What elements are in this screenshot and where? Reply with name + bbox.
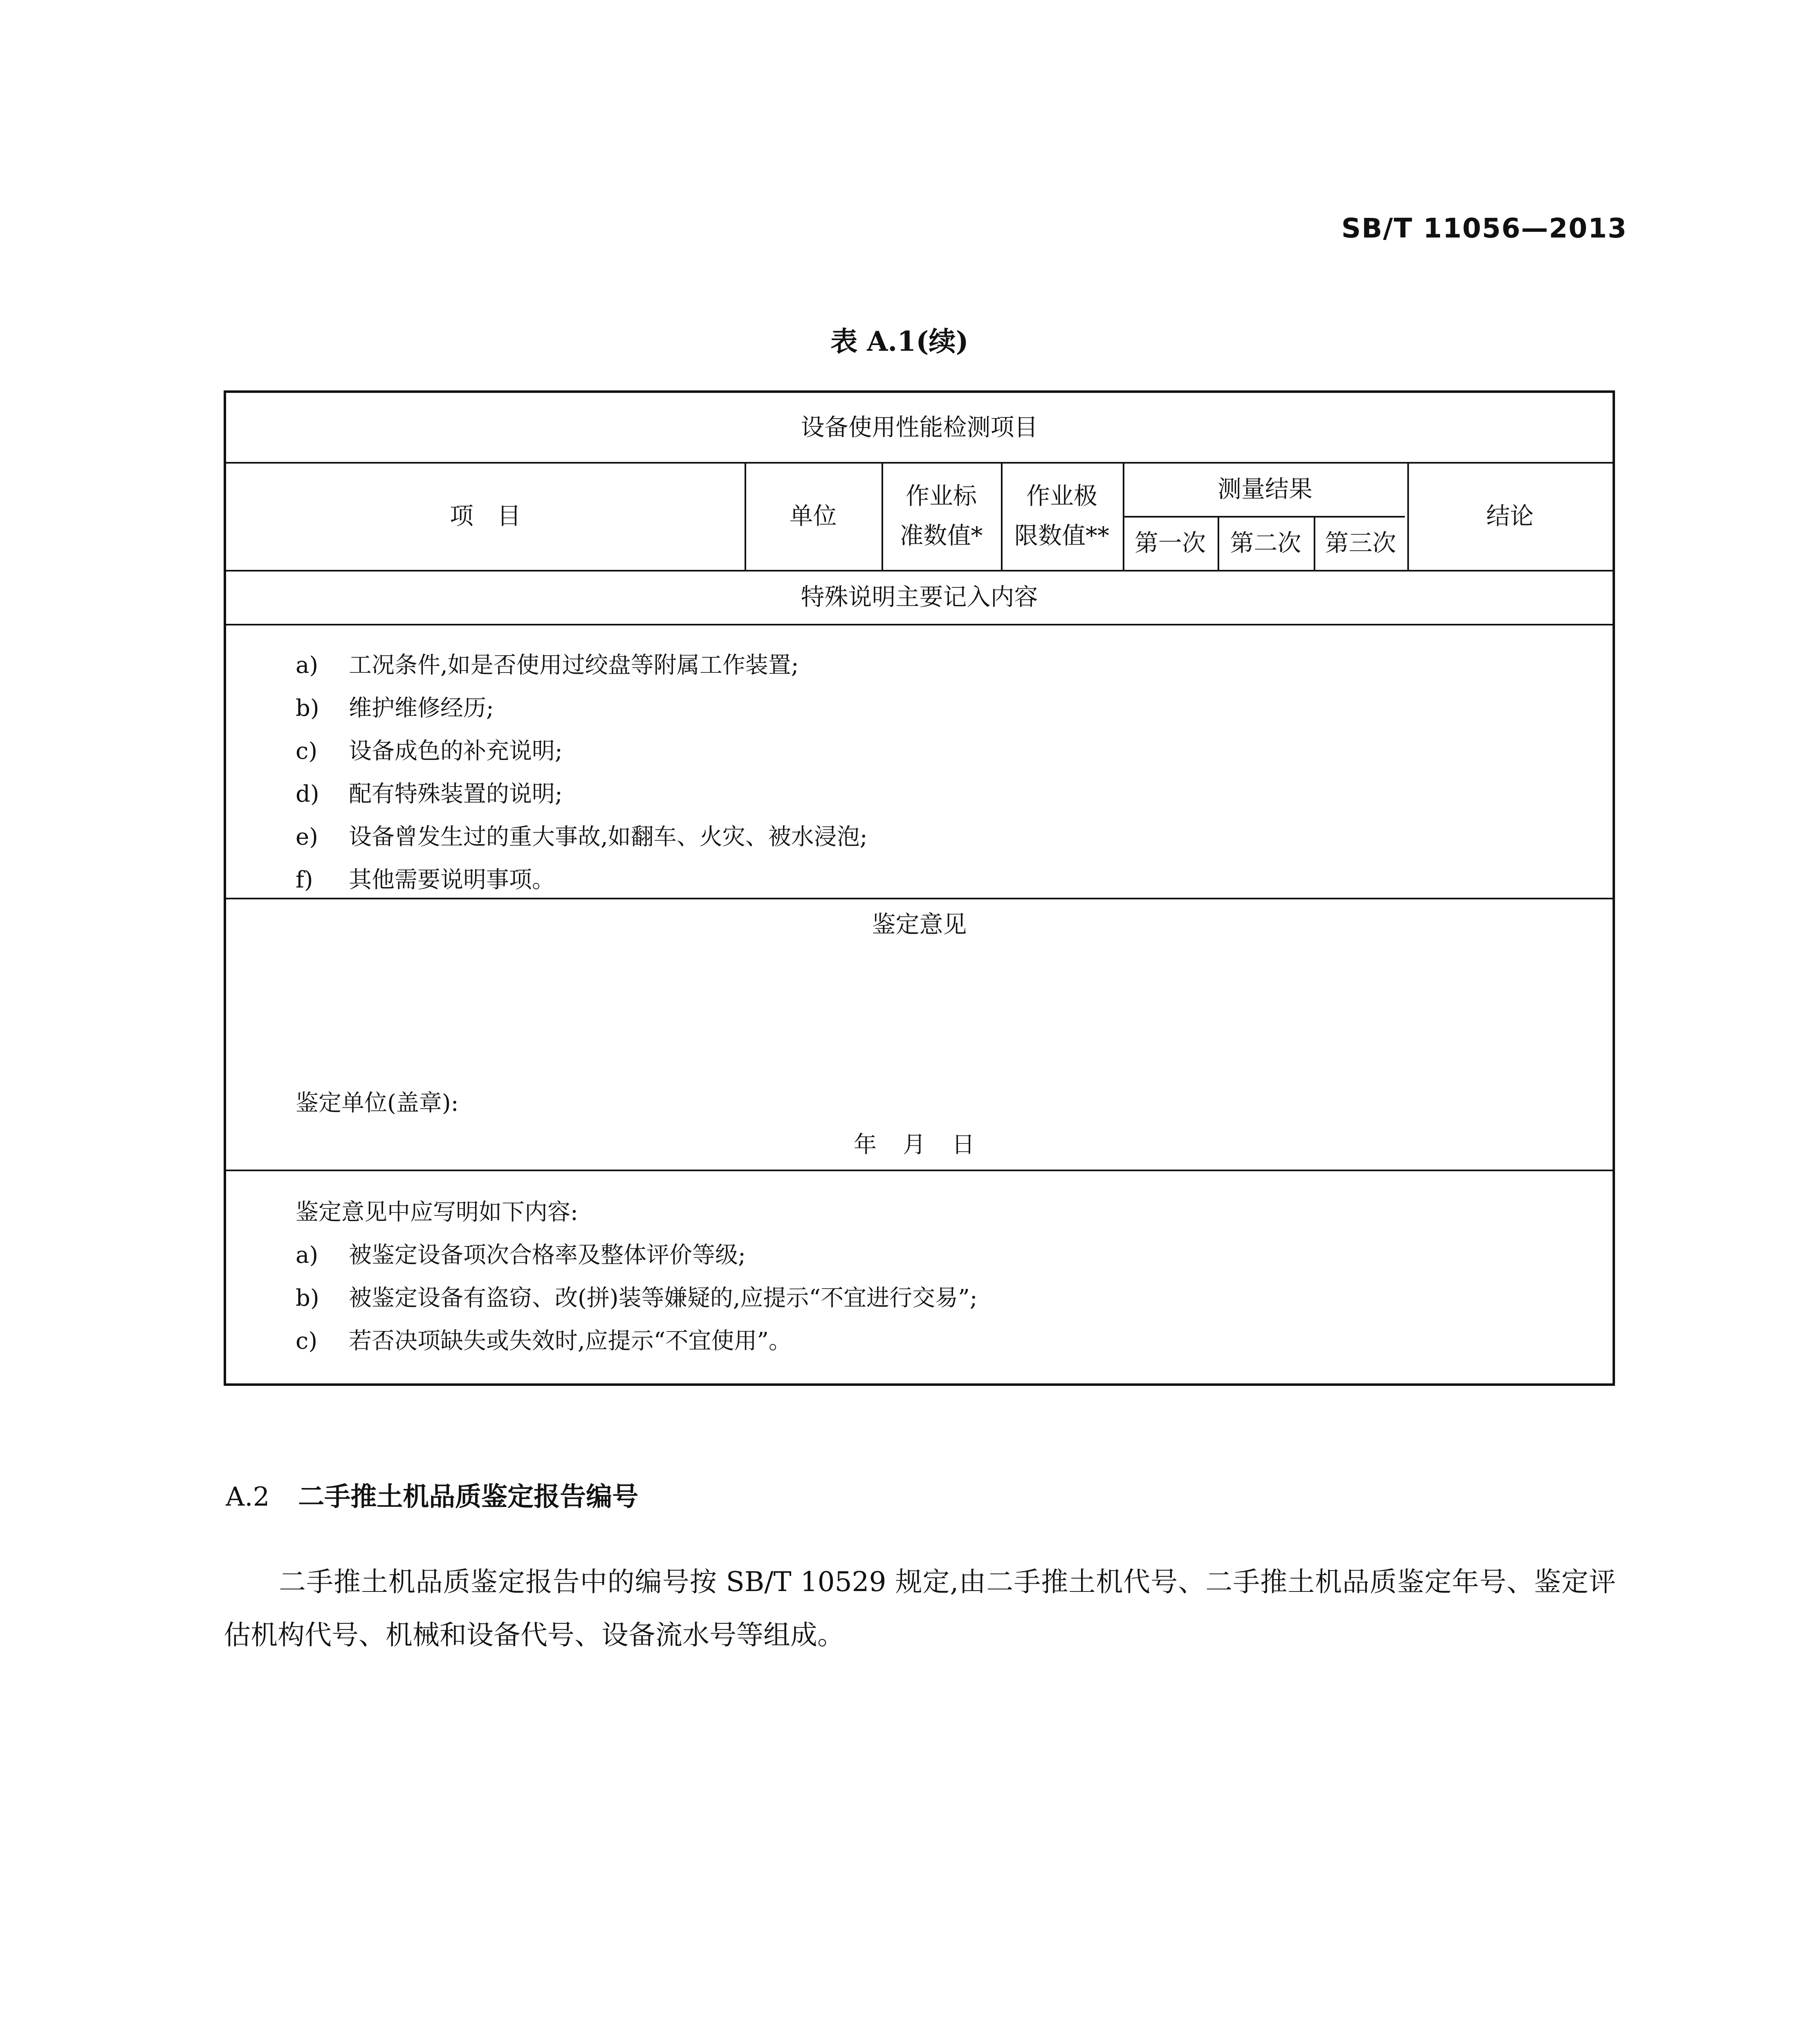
col-limit-value: [1001, 462, 1123, 570]
table-rule: [226, 1170, 1613, 1171]
special-notes-title: 特殊说明主要记入内容: [801, 583, 1038, 611]
section-number: A.2: [226, 1482, 270, 1512]
special-item: [296, 819, 868, 852]
special-item-label: f): [296, 867, 313, 893]
special-item-text: 维护维修经历;: [349, 695, 494, 722]
opinion-title: 鉴定意见: [872, 910, 967, 938]
table-rule: [226, 624, 1613, 625]
special-item: [296, 647, 799, 680]
col-measure-first: 第一次: [1134, 529, 1206, 557]
notes-item-label: b): [296, 1285, 319, 1311]
special-item-label: b): [296, 695, 319, 722]
col-limit-line1: 作业极: [1026, 482, 1097, 510]
special-item-label: e): [296, 824, 318, 850]
special-item-label: a): [296, 652, 319, 679]
date-label: 年 月 日: [854, 1132, 976, 1158]
special-item: [296, 690, 494, 723]
special-item-text: 工况条件,如是否使用过绞盘等附属工作装置;: [349, 652, 799, 679]
col-standard-value: [882, 462, 1001, 570]
col-measure-third: 第三次: [1325, 529, 1396, 557]
special-item-label: c): [296, 738, 318, 764]
notes-item: [296, 1280, 978, 1313]
appraisal-table: [224, 390, 1615, 1386]
special-item-text: 设备曾发生过的重大事故,如翻车、火灾、被水浸泡;: [349, 824, 868, 850]
notes-item-text: 若否决项缺失或失效时,应提示“不宜使用”。: [349, 1328, 792, 1354]
notes-item-text: 被鉴定设备有盗窃、改(拼)装等嫌疑的,应提示“不宜进行交易”;: [349, 1285, 978, 1311]
special-item: [296, 733, 563, 766]
col-standard-line1: 作业标: [905, 482, 977, 510]
col-item: 项 目: [449, 502, 521, 530]
section-paragraph: 二手推土机品质鉴定报告中的编号按 SB/T 10529 规定,由二手推土机代号、二手推土机品质鉴定年号、鉴定评估机构代号、机械和设备代号、设备流水号等组成。: [224, 1566, 1616, 1651]
notes-item-label: c): [296, 1328, 318, 1354]
special-item-label: d): [296, 781, 319, 807]
notes-item-text: 被鉴定设备项次合格率及整体评价等级;: [349, 1242, 746, 1269]
table-caption: 表 A.1(续): [830, 325, 969, 357]
col-measurement: 测量结果: [1217, 475, 1312, 503]
col-limit-line2: 限数值**: [1014, 522, 1109, 549]
col-unit: 单位: [789, 502, 837, 530]
special-item-text: 配有特殊装置的说明;: [349, 781, 563, 807]
section-heading: [226, 1476, 638, 1513]
col-measure-second: 第二次: [1230, 529, 1301, 557]
col-standard-line2: 准数值*: [900, 522, 983, 549]
special-item: [296, 776, 563, 809]
standard-code: SB/T 11056—2013: [1341, 213, 1627, 244]
special-item: [296, 862, 555, 894]
notes-intro: 鉴定意见中应写明如下内容:: [296, 1199, 578, 1226]
notes-item-label: a): [296, 1242, 319, 1269]
col-conclusion: 结论: [1486, 502, 1534, 530]
notes-item: [296, 1323, 792, 1356]
table-title: 设备使用性能检测项目: [801, 413, 1038, 442]
section-title: 二手推土机品质鉴定报告编号: [298, 1481, 639, 1512]
notes-item: [296, 1237, 746, 1270]
special-item-text: 设备成色的补充说明;: [349, 738, 563, 764]
stamp-label: 鉴定单位(盖章):: [296, 1090, 459, 1116]
special-item-text: 其他需要说明事项。: [349, 867, 555, 893]
